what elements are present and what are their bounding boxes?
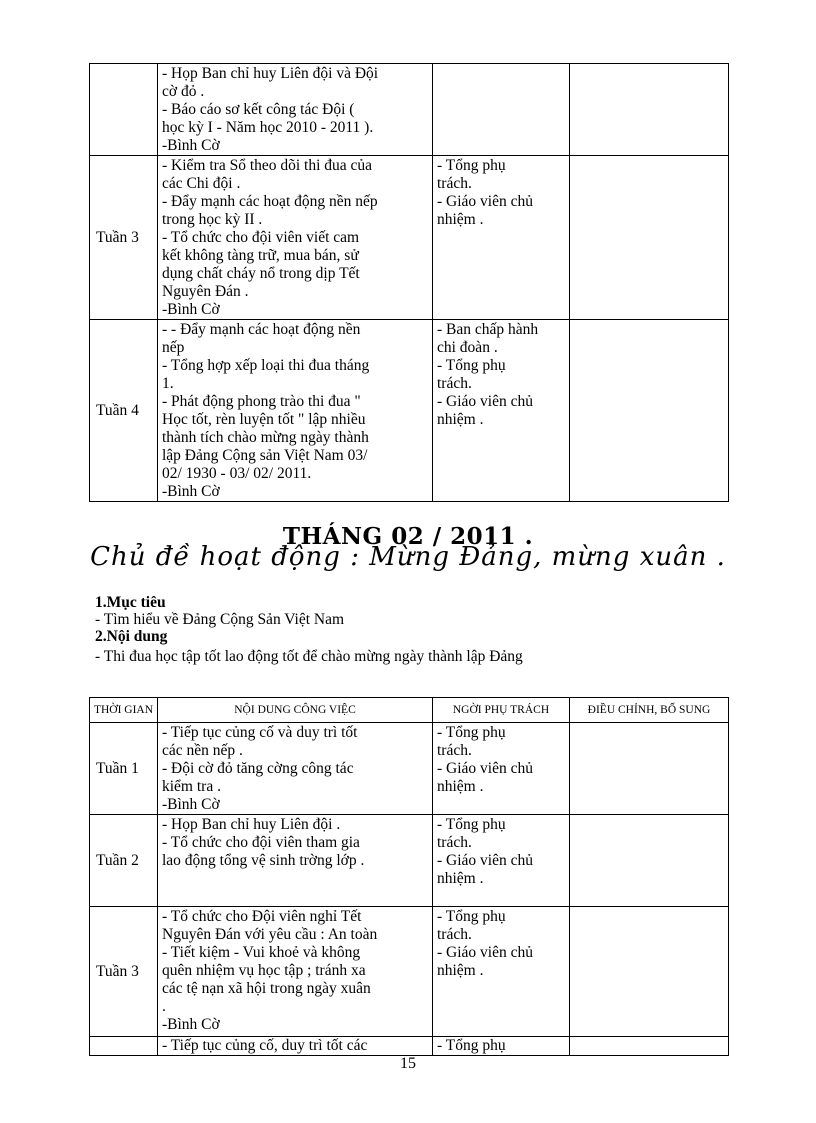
cell-line: trách. <box>437 926 472 943</box>
cell-line: nhiệm . <box>437 778 484 795</box>
cell-line: - Kiểm tra Sổ theo dõi thi đua của <box>162 157 373 174</box>
cell-line: 1. <box>162 375 174 392</box>
cell-line: cờ đỏ . <box>162 83 205 100</box>
cell-line: -Bình Cờ <box>162 301 220 318</box>
cell-line: dụng chất cháy nổ trong dịp Tết <box>162 265 360 282</box>
week-cell: Tuần 2 <box>90 815 158 907</box>
cell-line: -Bình Cờ <box>162 796 220 813</box>
cell-line: trong học kỳ II . <box>162 211 263 228</box>
notes-cell <box>570 907 729 1037</box>
header-responsible: NGỜI PHỤ TRÁCH <box>433 698 570 723</box>
cell-line: 02/ 1930 - 03/ 02/ 2011. <box>162 465 312 482</box>
table-row <box>90 907 729 1037</box>
content-cell <box>158 815 433 907</box>
month-title: THÁNG 02 / 2011 . <box>282 523 534 550</box>
content-cell <box>158 156 433 320</box>
notes-cell <box>570 723 729 815</box>
cell-line: - Tổng hợp xếp loại thi đua tháng <box>162 357 370 374</box>
cell-line: Nguyên Đán với yêu cầu : An toàn <box>162 926 378 943</box>
cell-line: -Bình Cờ <box>162 483 220 500</box>
cell-line: trách. <box>437 375 472 392</box>
content-cell <box>158 723 433 815</box>
cell-line: - Giáo viên chủ <box>437 193 533 210</box>
cell-line: - Giáo viên chủ <box>437 760 533 777</box>
responsible-cell <box>433 1037 570 1056</box>
responsible-cell <box>433 64 570 156</box>
cell-line: nhiệm . <box>437 411 484 428</box>
cell-line: lập Đảng Cộng sản Việt Nam 03/ <box>162 447 368 464</box>
cell-line: - Tổng phụ <box>437 357 506 374</box>
content-cell <box>158 64 433 156</box>
header-content: NỘI DUNG CÔNG VIỆC <box>158 698 433 723</box>
cell-line: - Tiếp tục củng cố, duy trì tốt các <box>162 1037 368 1054</box>
cell-line: kiểm tra . <box>162 778 221 795</box>
week-cell: Tuần 3 <box>90 156 158 320</box>
cell-line: - Họp Ban chỉ huy Liên đội và Đội <box>162 65 379 82</box>
notes-cell <box>570 815 729 907</box>
notes-cell <box>570 320 729 502</box>
cell-line: nhiệm . <box>437 211 484 228</box>
objective-text: - Tìm hiểu về Đảng Cộng Sản Việt Nam <box>95 611 345 628</box>
cell-line: - Tiếp tục củng cố và duy trì tốt <box>162 724 358 741</box>
cell-line: - Họp Ban chỉ huy Liên đội . <box>162 816 341 833</box>
week-cell: Tuần 1 <box>90 723 158 815</box>
responsible-cell <box>433 815 570 907</box>
cell-line: - Tổng phụ <box>437 724 506 741</box>
responsible-cell <box>433 320 570 502</box>
cell-line: các Chi đội . <box>162 175 241 192</box>
notes-cell <box>570 156 729 320</box>
cell-line: - - Đẩy mạnh các hoạt động nền <box>162 321 361 338</box>
cell-line: trách. <box>437 834 472 851</box>
cell-line: - Tổ chức cho đội viên tham gia <box>162 834 360 851</box>
header-adjustments: ĐIỀU CHỈNH, BỔ SUNG <box>570 698 729 723</box>
page-number: 15 <box>400 1055 416 1072</box>
cell-line: Nguyên Đán . <box>162 283 249 300</box>
cell-line: -Bình Cờ <box>162 1016 220 1033</box>
notes-cell <box>570 1037 729 1056</box>
responsible-cell <box>433 907 570 1037</box>
cell-line: các nền nếp . <box>162 742 243 759</box>
content-heading: 2.Nội dung <box>95 628 168 645</box>
table-row <box>90 320 729 502</box>
cell-line: - Tổ chức cho Đội viên nghỉ Tết <box>162 908 362 925</box>
cell-line: -Bình Cờ <box>162 137 220 154</box>
week-cell <box>90 64 158 156</box>
cell-line: thành tích chào mừng ngày thành <box>162 429 369 446</box>
cell-line: - Đẩy mạnh các hoạt động nền nếp <box>162 193 378 210</box>
table-row <box>90 156 729 320</box>
cell-line: - Tổng phụ <box>437 1037 506 1054</box>
cell-line: - Tổ chức cho đội viên viết cam <box>162 229 360 246</box>
cell-line: nhiệm . <box>437 870 484 887</box>
cell-line: - Giáo viên chủ <box>437 393 533 410</box>
cell-line: - Ban chấp hành <box>437 321 539 338</box>
table-header-row <box>90 698 729 723</box>
cell-line: trách. <box>437 742 472 759</box>
week-cell <box>90 1037 158 1056</box>
responsible-cell <box>433 723 570 815</box>
activity-table-january <box>89 63 729 502</box>
cell-line: . <box>162 998 166 1015</box>
table-row <box>90 815 729 907</box>
cell-line: nhiệm . <box>437 962 484 979</box>
activity-table-february <box>89 697 729 1056</box>
cell-line: - Giáo viên chủ <box>437 944 533 961</box>
cell-line: quên nhiệm vụ học tập ; tránh xa <box>162 962 366 979</box>
cell-line: lao động tổng vệ sinh trờng lớp . <box>162 852 365 869</box>
cell-line: kết không tàng trữ, mua bán, sử <box>162 247 359 264</box>
cell-line: các tệ nạn xã hội trong ngày xuân <box>162 980 371 997</box>
content-cell <box>158 1037 433 1056</box>
month-theme: Chủ đề hoạt động : Mừng Đảng, mừng xuân . <box>90 542 726 572</box>
content-text: - Thi đua học tập tốt lao động tốt để chào mừng ngày thành lập Đảng <box>95 648 523 665</box>
cell-line: trách. <box>437 175 472 192</box>
cell-line: - Tổng phụ <box>437 157 506 174</box>
cell-line: chi đoàn . <box>437 339 498 356</box>
content-cell <box>158 907 433 1037</box>
table-row <box>90 64 729 156</box>
week-cell: Tuần 3 <box>90 907 158 1037</box>
cell-line: - Phát động phong trào thi đua " <box>162 393 361 410</box>
cell-line: - Đội cờ đỏ tăng cờng công tác <box>162 760 354 777</box>
responsible-cell <box>433 156 570 320</box>
notes-cell <box>570 64 729 156</box>
table-row <box>90 1037 729 1056</box>
cell-line: học kỳ I - Năm học 2010 - 2011 ). <box>162 119 374 136</box>
table-row <box>90 723 729 815</box>
cell-line: - Tổng phụ <box>437 908 506 925</box>
cell-line: - Tiết kiệm - Vui khoẻ và không <box>162 944 361 961</box>
cell-line: - Giáo viên chủ <box>437 852 533 869</box>
cell-line: - Báo cáo sơ kết công tác Đội ( <box>162 101 355 118</box>
cell-line: - Tổng phụ <box>437 816 506 833</box>
objective-heading: 1.Mục tiêu <box>95 594 166 611</box>
week-cell: Tuần 4 <box>90 320 158 502</box>
content-cell <box>158 320 433 502</box>
cell-line: Học tốt, rèn luyện tốt " lập nhiều <box>162 411 366 428</box>
cell-line: nếp <box>162 339 185 356</box>
header-time: THỜI GIAN <box>90 698 158 723</box>
